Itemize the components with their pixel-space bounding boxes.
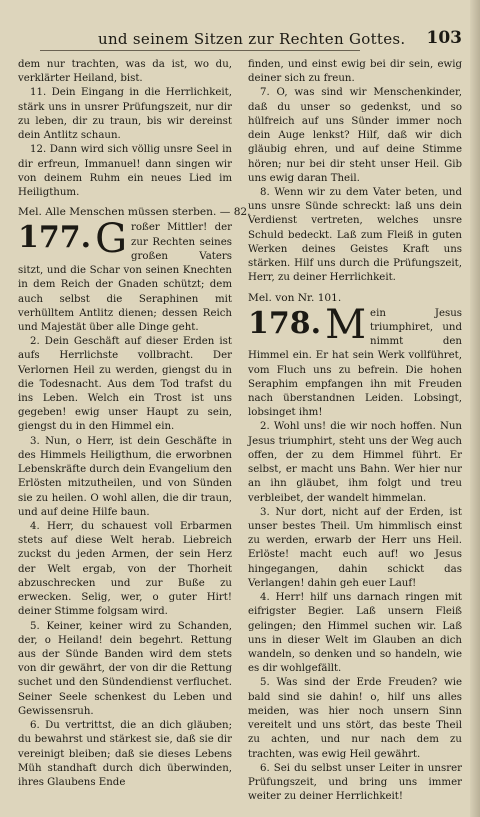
drop-cap: M [325, 301, 367, 348]
hymn-177-verse-2: 2. Dein Geschäft auf dieser Erden ist aufs Herrlichste vollbracht. Der Verlornen Heil zu werden, giengst du in die Todesnacht. Aus dem Tod trafst du ins Leben. Welch ein Trost ist uns gegeben! ewig unser Haupt zu sein, giengst du in den Himmel ein. [18, 336, 232, 433]
hymn-177-verse-6: 6. Du vertrittst, die an dich gläuben; du bewahrst und stärkest sie, daß sie dir vereinigt bleiben; daß sie dieses Lebens Müh standhaft durch dich überwinden, ihres Glaubens Ende [18, 720, 232, 788]
continued-verse: dem nur trachten, was da ist, wo du, verklärter Heiland, bist. [18, 59, 232, 85]
hymn-number: 177. [18, 220, 92, 256]
hymn-177-verse-1 [18, 216, 232, 335]
continued-verse: finden, und einst ewig bei dir sein, ewig deiner sich zu freun. [248, 59, 462, 85]
hymn-177-verse-5: 5. Keiner, keiner wird zu Schanden, der, o Heiland! dein begehrt. Rettung aus der Sünde Banden wird dem stets von dir gewährt, der von dir die Rettung suchet und den Sündendienst verfluchet. Seiner Seele schenkest du Leben und Gewissensruh. [18, 620, 232, 717]
verse-text: ein Jesus triumphiret, und nimmt den Himmel ein. Er hat sein Werk vollführet, vom Fluch uns zu befrein. Die hohen Seraphim empfangen ihn mit Freuden nach überstandnen Leiden. Lobsingt, lobsinget ihm! [248, 307, 462, 419]
running-title: und seinem Sitzen zur Rechten Gottes. [98, 30, 406, 48]
hymn-177-verse-3: 3. Nun, o Herr, ist dein Geschäfte in des Himmels Heiligthum, die erworbnen Lebenskräfte durch dein Evangelium den Erlösten mitzutheilen, und von Sünden sie zu heilen. O wohl allen, die dir traun, und auf deine Hilfe baun. [18, 435, 232, 518]
hymn-177-verse-4: 4. Herr, du schauest voll Erbarmen stets auf diese Welt herab. Liebreich zuckst du jeden Armen, der sein Herz der Welt ergab, von der Thorheit abzuschrecken und zur Buße zu erwecken. Selig, wer, o guter Hirt! deiner Stimme folgsam wird. [18, 521, 232, 618]
left-column [18, 58, 251, 790]
hymn-178-verse-4: 4. Herr! hilf uns darnach ringen mit eifrigster Begier. Laß unsern Fleiß gelingen; den Himmel suchen wir. Laß uns in dieser Welt im Glauben an dich wandeln, so denken und so handeln, wie es dir wohlgefällt. [248, 592, 462, 675]
hymn-178-verse-5: 5. Was sind der Erde Freuden? wie bald sind sie dahin! o, hilf uns alles meiden, was hier noch unsern Sinn vereitelt und uns stört, das beste Theil zu achten, und nur nach dem zu trachten, was ewig Heil gewährt. [248, 677, 462, 760]
verse-7: 7. O, was sind wir Menschenkinder, daß du unser so gedenkst, und so hülfreich auf uns Sünder immer noch dein Auge lenkst? Hilf, daß wir dich gläubig ehren, und auf deine Stimme hören; nur bei dir steht unser Heil. Gib uns ewig daran Theil. [248, 87, 462, 184]
verse-text: roßer Mittler! der zur Rechten seines großen Vaters sitzt, und die Schar von seinen Knechten in dem Reich der Gnaden schützt; dem auch selbst die Seraphinen mit verhülltem Antlitz dienen; dessen Reich und Majestät über alle Dinge geht. [18, 222, 232, 333]
hymn-178-verse-1 [248, 301, 462, 421]
header-rule [40, 50, 360, 51]
hymn-number: 178. [248, 305, 322, 341]
melody-note: Mel. Alle Menschen müssen sterben. — 82. [18, 206, 251, 219]
drop-cap: G [95, 216, 128, 263]
verse-11: 11. Dein Eingang in die Herrlichkeit, stärk uns in unsrer Prüfungszeit, nur dir zu leben, dir zu traun, bis wir dereinst dein Antlitz schaun. [18, 87, 232, 142]
hymn-178-verse-2: 2. Wohl uns! die wir noch hoffen. Nun Jesus triumphirt, steht uns der Weg auch offen, der zu dem Himmel führt. Er selbst, er macht uns Bahn. Wer hier nur an ihn gläubet, ihm folgt und treu verbleibet, der wandelt himmelan. [248, 421, 462, 504]
melody-note: Mel. von Nr. 101. [248, 291, 342, 304]
right-column [248, 58, 462, 804]
page-number: 103 [426, 28, 462, 48]
hymn-178-verse-6: 6. Sei du selbst unser Leiter in unsrer Prüfungszeit, und bring uns immer weiter zu deiner Herrlichkeit! [248, 762, 462, 803]
verse-12: 12. Dann wird sich völlig unsre Seel in dir erfreun, Immanuel! dann singen wir von deinem Ruhm ein neues Lied im Heiligthum. [18, 144, 232, 198]
page-header [18, 30, 462, 52]
hymn-178-verse-3: 3. Nur dort, nicht auf der Erden, ist unser bestes Theil. Um himmlisch einst zu werden, erwarb der Herr uns Heil. Erlöste! macht euch auf! wo Jesus hingegangen, dahin schickt das Verlangen! dahin geh euer Lauf! [248, 506, 462, 589]
verse-8: 8. Wenn wir zu dem Vater beten, und uns unsre Sünde schreckt: laß uns dein Verdienst vertreten, welches unsre Schuld bedeckt. Laß zum Fleiß in guten Werken deines Geistes Kraft uns stärken. Hilf uns durch die Prüfungszeit, Herr, zu deiner Herrlichkeit. [248, 186, 462, 284]
page-edge [470, 0, 480, 817]
